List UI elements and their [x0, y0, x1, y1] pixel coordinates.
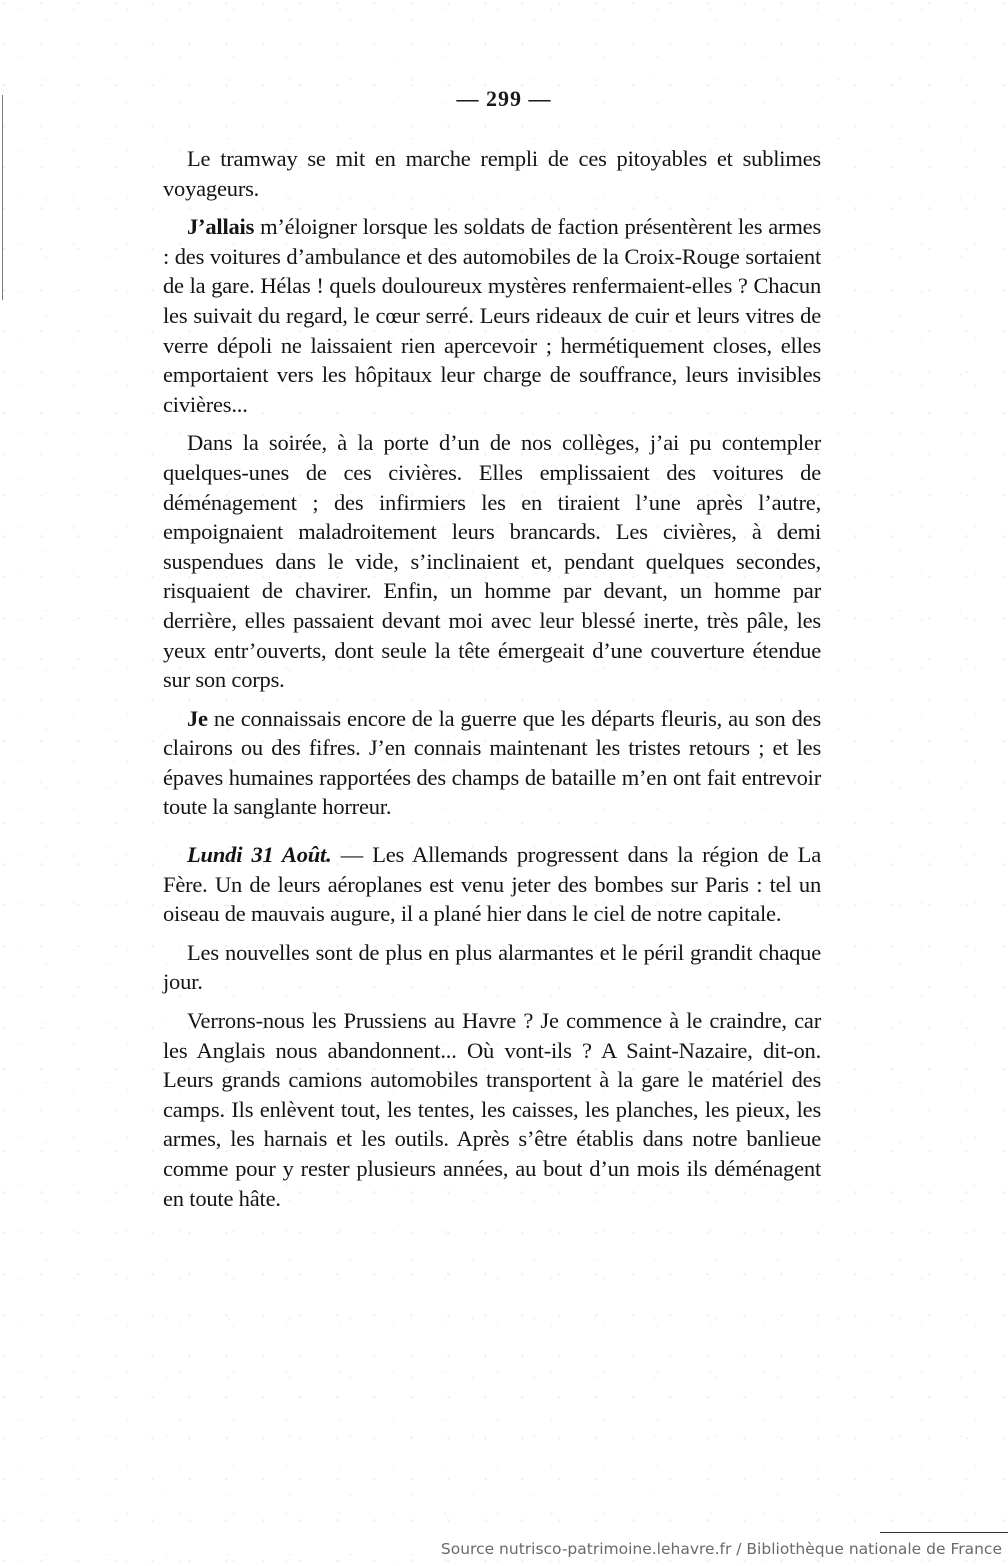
paragraph-text: m’éloigner lorsque les soldats de faction présentèrent les armes : des voitures d’ambulance et des automobiles de la Croix-Rouge sortaient de la gare. Hélas ! quels douloureux mystères renfermaient-elles ? Chacun les suivait du regard, le cœur serré. Leurs rideaux de cuir et leurs vitres de verre dépoli ne laissaient rien apercevoir ; hermétiquement closes, elles emportaient vers les hôpitaux leur charge de souffrance, leurs invisibles civières... — [163, 214, 821, 417]
entry-date: Lundi 31 Août. — [187, 842, 332, 868]
paragraph-text: Les nouvelles sont de plus en plus alarmantes et le péril grandit chaque jour. — [163, 939, 821, 995]
paragraph-text: ne connaissais encore de la guerre que les départs fleuris, au son des clairons ou des fifres. J’en connais maintenant les tristes retours ; et les épaves humaines rapportées des champs de bataille m’en ont fait entrevoir toute la sanglante horreur. — [163, 705, 821, 820]
paragraph-lead: J’allais — [187, 214, 255, 240]
body-text — [163, 144, 821, 1222]
paragraph-5-dated-entry — [163, 840, 821, 929]
paragraph-4 — [163, 704, 821, 822]
paragraph-text: Le tramway se mit en marche rempli de ces pitoyables et sublimes voyageurs. — [163, 146, 821, 201]
paragraph-lead: Je — [187, 705, 208, 731]
paragraph-7 — [163, 1006, 821, 1213]
paragraph-3 — [163, 428, 821, 694]
paragraph-text: Verrons-nous les Prussiens au Havre ? Je commence à le craindre, car les Anglais nous abandonnent... Où vont-ils ? A Saint-Nazaire, dit-on. Leurs grands camions automobiles transportent à la gare le matériel des camps. Ils enlèvent tout, les tentes, les caisses, les planches, les pieux, les armes, les harnais et les outils. Après s’être établis dans notre banlieue comme pour y rester plusieurs années, au bout d’un mois ils déménagent en toute hâte. — [163, 1008, 821, 1211]
page-number: — 299 — — [456, 86, 552, 111]
paragraph-text: — Les Allemands progressent dans la région de La Fère. Un de leurs aéroplanes est venu jeter des bombes sur Paris : tel un oiseau de mauvais augure, il a plané hier dans le ciel de notre capitale. — [163, 842, 821, 927]
source-credit: Source nutrisco-patrimoine.lehavre.fr / Bibliothèque nationale de France — [440, 1540, 1002, 1558]
paragraph-text: Dans la soirée, à la porte d’un de nos collèges, j’ai pu contempler quelques-unes de ces civières. Elles emplissaient des voitures de déménagement ; des infirmiers les en tiraient l’une après l’autre, empoignaient maladroitement leurs brancards. Les civières, à demi suspendues dans le vide, s’inclinaient et, pendant quelques secondes, risquaient de chavirer. Enfin, un homme par devant, un homme par derrière, elles passaient devant moi avec leur blessé inerte, très pâle, les yeux entr’ouverts, dont seule la tête émergeait d’une couverture étendue sur son corps. — [163, 430, 821, 693]
footer-divider — [880, 1532, 1008, 1533]
paragraph-6 — [163, 938, 821, 997]
paragraph-1 — [163, 144, 821, 203]
paragraph-2 — [163, 212, 821, 419]
scan-edge-line — [2, 95, 3, 300]
